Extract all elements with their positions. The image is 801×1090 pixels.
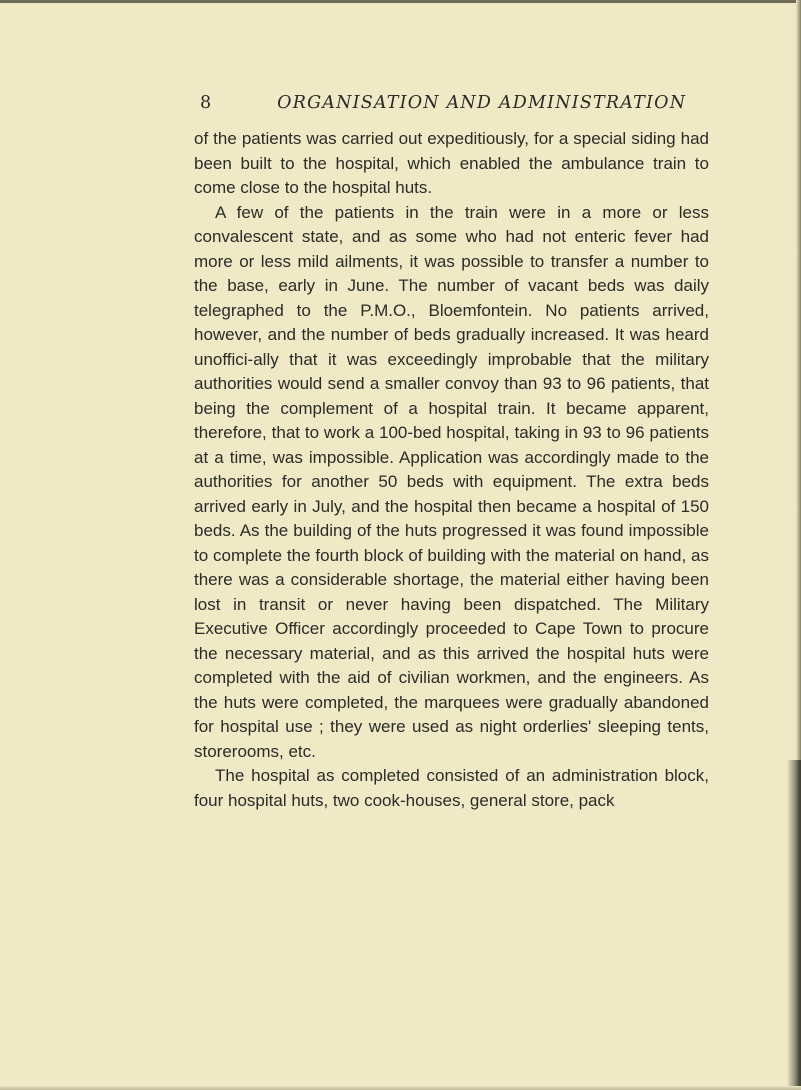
paragraph: The hospital as completed consisted of an administration block, four hospital huts, two cook-houses, general store, pack	[194, 766, 709, 810]
top-edge-rule	[0, 0, 801, 3]
body-text	[194, 127, 709, 813]
running-head	[200, 93, 720, 113]
page-bottom-edge	[0, 1086, 801, 1090]
paragraph-continued: of the patients was carried out expeditiously, for a special siding had been built to the hospital, which enabled the ambulance train to come close to the hospital huts.	[194, 129, 709, 197]
paragraph: A few of the patients in the train were in a more or less convalescent state, and as some who had not enteric fever had more or less mild ailments, it was possible to transfer a number to the base, early in June. The number of vacant beds was daily telegraphed to the P.M.O., Bloemfontein. No patients arrived, however, and the number of beds gradually increased. It was heard unoffici-ally that it was exceedingly improbable that the military authorities would send a smaller convoy than 93 to 96 patients, that being the complement of a hospital train. It became apparent, therefore, that to work a 100-bed hospital, taking in 93 to 96 patients at a time, was impossible. Application was accordingly made to the authorities for another 50 beds with equipment. The extra beds arrived early in July, and the hospital then became a hospital of 150 beds. As the building of the huts progressed it was found impossible to complete the fourth block of building with the material on hand, as there was a considerable shortage, the material either having been lost in transit or never having been dispatched. The Military Executive Officer accordingly proceeded to Cape Town to procure the necessary material, and as this arrived the hospital huts were completed with the aid of civilian workmen, and the engineers. As the huts were completed, the marquees were gradually abandoned for hospital use ; they were used as night orderlies' sleeping tents, storerooms, etc.	[194, 202, 709, 761]
page-edge-shadow	[787, 760, 801, 1090]
running-title: ORGANISATION AND ADMINISTRATION	[277, 93, 687, 113]
page-number: 8	[200, 93, 212, 113]
